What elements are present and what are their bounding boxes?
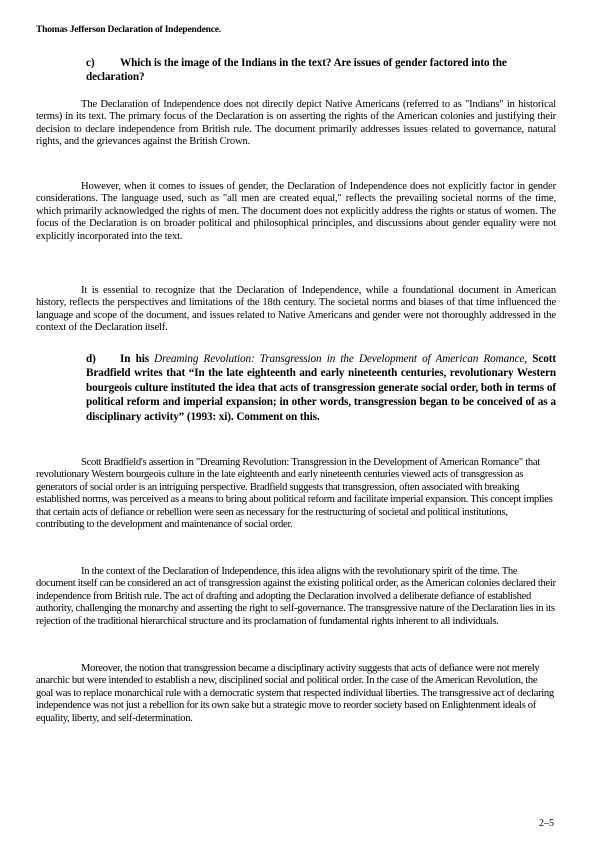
page-number: 2–5	[539, 818, 554, 829]
answer-c-paragraph-2: However, when it comes to issues of gender, the Declaration of Independence does not explicitly factor in gender considerations. The language used, such as "all men are created equal," reflects the prevailing societal norms of the time, which primarily acknowledged the rights of men. The document does not explicitly address the rights or status of women. The focus of the Declaration is on broader political and philosophical principles, and discussions about gender equality were not explicitly incorporated into the text.	[36, 181, 556, 242]
answer-c-paragraph-1: The Declaration of Independence does not directly depict Native Americans (referred to as "Indians" in historical terms) in its text. The primary focus of the Declaration is on asserting the rights of the American colonies and justifying their decision to declare independence from British rule. The document primarily addresses issues related to governance, natural rights, and the grievances against the British Crown.	[36, 99, 556, 148]
question-d	[86, 352, 556, 424]
answer-d-paragraph-3: Moreover, the notion that transgression became a disciplinary activity suggests that acts of defiance were not merely anarchic but were intended to establish a new, disciplined social and political order. In the case of the American Revolution, the goal was to replace monarchical rule with a democratic system that respected individual liberties. The transgressive act of declaring independence was not just a rebellion for its own sake but a strategic move to reorder society based on Enlightenment ideals of equality, liberty, and self-determination.	[36, 663, 554, 724]
answer-d-paragraph-1: Scott Bradfield's assertion in "Dreaming Revolution: Transgression in the Development of American Romance" that revolutionary Western bourgeois culture in the late eighteenth and early nineteenth centuries viewed acts of transgression as generators of social order is an intriguing perspective. Bradfield suggests that transgression, often associated with breaking established norms, was perceived as a means to bring about political reform and facilitate imperial expansion. This concept implies that certain acts of defiance or rebellion were seen as necessary for the restructuring of societal and political institutions, contributing to the development and maintenance of social order.	[36, 457, 553, 531]
question-c-label: c)	[86, 57, 95, 69]
question-d-label: d)	[86, 353, 96, 365]
book-title: Dreaming Revolution: Transgression in the Development of American Romance,	[154, 353, 528, 365]
question-c-text: Which is the image of the Indians in the text? Are issues of gender factored into the declaration?	[86, 57, 507, 83]
question-c	[86, 57, 556, 84]
question-d-intro: In his	[120, 353, 149, 365]
running-header: Thomas Jefferson Declaration of Independence.	[36, 25, 221, 35]
answer-d-paragraph-2: In the context of the Declaration of Independence, this idea aligns with the revolutionary spirit of the time. The document itself can be considered an act of transgression against the existing political order, as the American colonies declared their independence from British rule. The act of drafting and adopting the Declaration involved a deliberate defiance of established authority, challenging the monarchy and asserting the right to self-governance. The transgressive nature of the Declaration lies in its rejection of the traditional hierarchical structure and its proclamation of fundamental rights inherent to all individuals.	[36, 566, 556, 627]
answer-c-paragraph-3: It is essential to recognize that the Declaration of Independence, while a foundational document in American history, reflects the perspectives and limitations of the 18th century. The societal norms and biases of that time influenced the language and scope of the document, and issues related to Native Americans and gender were not thoroughly addressed in the context of the Declaration itself.	[36, 285, 556, 334]
question-d-text: Scott Bradfield writes that “In the late eighteenth and early nineteenth centuries, revolutionary Western bourgeois culture instituted the idea that acts of transgression generate social order, both in terms of political reform and imperial expansion; in other words, transgression began to be conceived of as a disciplinary activity” (1993: xi). Comment on this.	[86, 353, 557, 423]
